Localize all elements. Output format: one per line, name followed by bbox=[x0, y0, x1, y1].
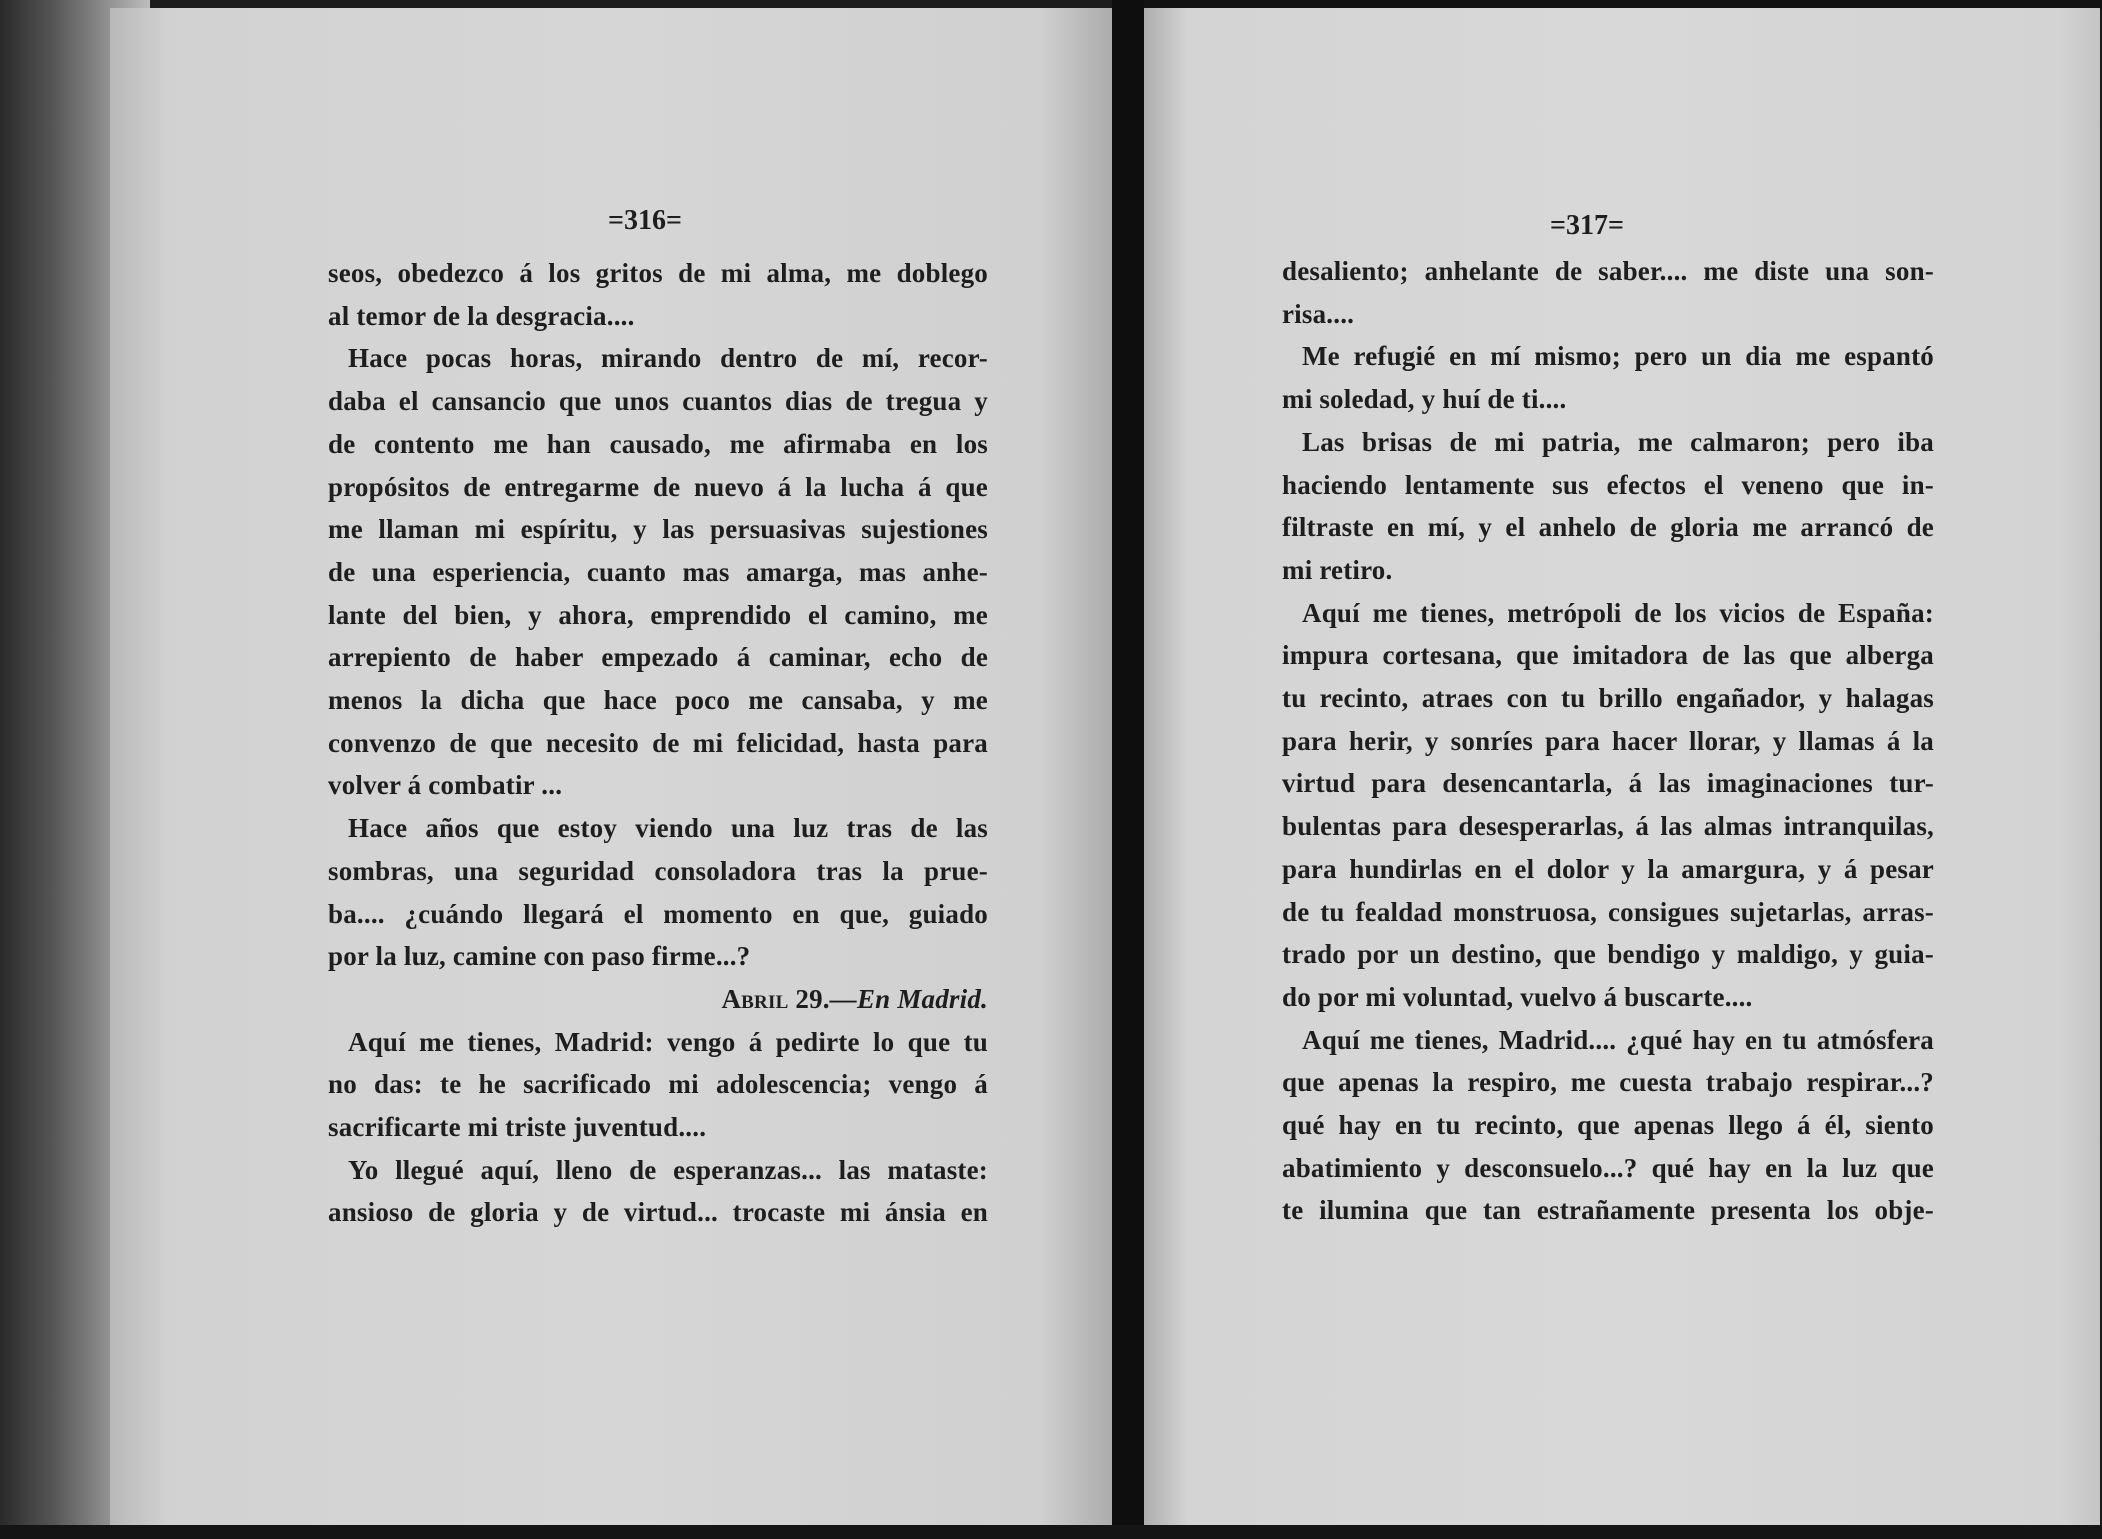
text-line: ansioso de gloria y de virtud... trocaste mi ánsia en bbox=[328, 1197, 988, 1228]
text-line: de una esperiencia, cuanto mas amarga, mas anhe- bbox=[328, 556, 988, 587]
book-spine bbox=[1112, 0, 1144, 1539]
text-line: me llaman mi espíritu, y las persuasivas sujestiones bbox=[328, 514, 988, 545]
text-line: do por mi voluntad, vuelvo á buscarte.... bbox=[1282, 981, 1753, 1012]
text-line: te ilumina que tan estrañamente presenta los obje- bbox=[1282, 1195, 1934, 1226]
text-line: bulentas para desesperarlas, á las almas intranquilas, bbox=[1282, 811, 1934, 842]
text-line: Aquí me tienes, metrópoli de los vicios de España: bbox=[1302, 597, 1934, 628]
text-line: impura cortesana, que imitadora de las que alberga bbox=[1282, 640, 1934, 671]
text-line: filtraste en mí, y el anhelo de gloria me arrancó de bbox=[1282, 512, 1934, 543]
text-line: volver á combatir ... bbox=[328, 770, 563, 801]
text-line: risa.... bbox=[1282, 298, 1355, 329]
text-line: arrepiento de haber empezado á caminar, echo de bbox=[328, 642, 988, 673]
text-line: trado por un destino, que bendigo y maldigo, y guia- bbox=[1282, 939, 1934, 970]
text-line: ba.... ¿cuándo llegará el momento en que, guiado bbox=[328, 898, 988, 929]
text-line: virtud para desencantarla, á las imaginaciones tur- bbox=[1282, 768, 1934, 799]
text-line: Yo llegué aquí, lleno de esperanzas... las mataste: bbox=[348, 1154, 988, 1185]
text-line: mi soledad, y huí de ti.... bbox=[1282, 384, 1567, 415]
right-page-body bbox=[1282, 250, 1934, 1232]
text-line: de tu fealdad monstruosa, consigues sujetarlas, arras- bbox=[1282, 896, 1934, 927]
text-line: Aquí me tienes, Madrid.... ¿qué hay en tu atmósfera bbox=[1302, 1024, 1934, 1055]
page-number-317: =317= bbox=[1550, 210, 1624, 241]
text-line: seos, obedezco á los gritos de mi alma, me doblego bbox=[328, 258, 988, 288]
text-line: daba el cansancio que unos cuantos dias de tregua y bbox=[328, 386, 988, 417]
dateline-place: —En Madrid. bbox=[829, 983, 988, 1014]
text-line: propósitos de entregarme de nuevo á la lucha á que bbox=[328, 471, 988, 502]
text-line: Hace pocas horas, mirando dentro de mí, recor- bbox=[348, 343, 988, 374]
text-line: Las brisas de mi patria, me calmaron; pero iba bbox=[1302, 426, 1934, 457]
dateline bbox=[328, 978, 988, 1021]
text-line: haciendo lentamente sus efectos el veneno que in- bbox=[1282, 469, 1934, 500]
text-line: abatimiento y desconsuelo...? qué hay en la luz que bbox=[1282, 1152, 1934, 1183]
text-line: que apenas la respiro, me cuesta trabajo respirar...? bbox=[1282, 1067, 1934, 1098]
text-line: tu recinto, atraes con tu brillo engañador, y halagas bbox=[1282, 683, 1934, 714]
text-line: Aquí me tienes, Madrid: vengo á pedirte lo que tu bbox=[348, 1026, 988, 1057]
text-line: de contento me han causado, me afirmaba en los bbox=[328, 428, 988, 459]
text-line: por la luz, camine con paso firme...? bbox=[328, 941, 751, 972]
text-line: no das: te he sacrificado mi adolescencia; vengo á bbox=[328, 1069, 988, 1100]
text-line: mi retiro. bbox=[1282, 554, 1393, 585]
text-line: Hace años que estoy viendo una luz tras de las bbox=[348, 813, 988, 844]
text-line: sombras, una seguridad consoladora tras la prue- bbox=[328, 855, 988, 886]
text-line: desaliento; anhelante de saber.... me diste una son- bbox=[1282, 256, 1934, 286]
text-line: qué hay en tu recinto, que apenas llego á él, siento bbox=[1282, 1110, 1934, 1141]
text-line: sacrificarte mi triste juventud.... bbox=[328, 1112, 707, 1143]
text-line: para hundirlas en el dolor y la amargura, y á pesar bbox=[1282, 853, 1934, 884]
text-line: convenzo de que necesito de mi felicidad, hasta para bbox=[328, 727, 988, 758]
scan-border-bottom bbox=[0, 1525, 2102, 1539]
text-line: al temor de la desgracia.... bbox=[328, 300, 635, 331]
text-line: Me refugié en mí mismo; pero un dia me espantó bbox=[1302, 341, 1934, 372]
dateline-date: Abril 29. bbox=[721, 983, 830, 1014]
text-line: menos la dicha que hace poco me cansaba, y me bbox=[328, 685, 988, 716]
left-page-body bbox=[328, 252, 988, 1234]
text-line: para herir, y sonríes para hacer llorar, y llamas á la bbox=[1282, 725, 1934, 756]
text-line: lante del bien, y ahora, emprendido el camino, me bbox=[328, 599, 988, 630]
page-number-316: =316= bbox=[608, 205, 682, 236]
